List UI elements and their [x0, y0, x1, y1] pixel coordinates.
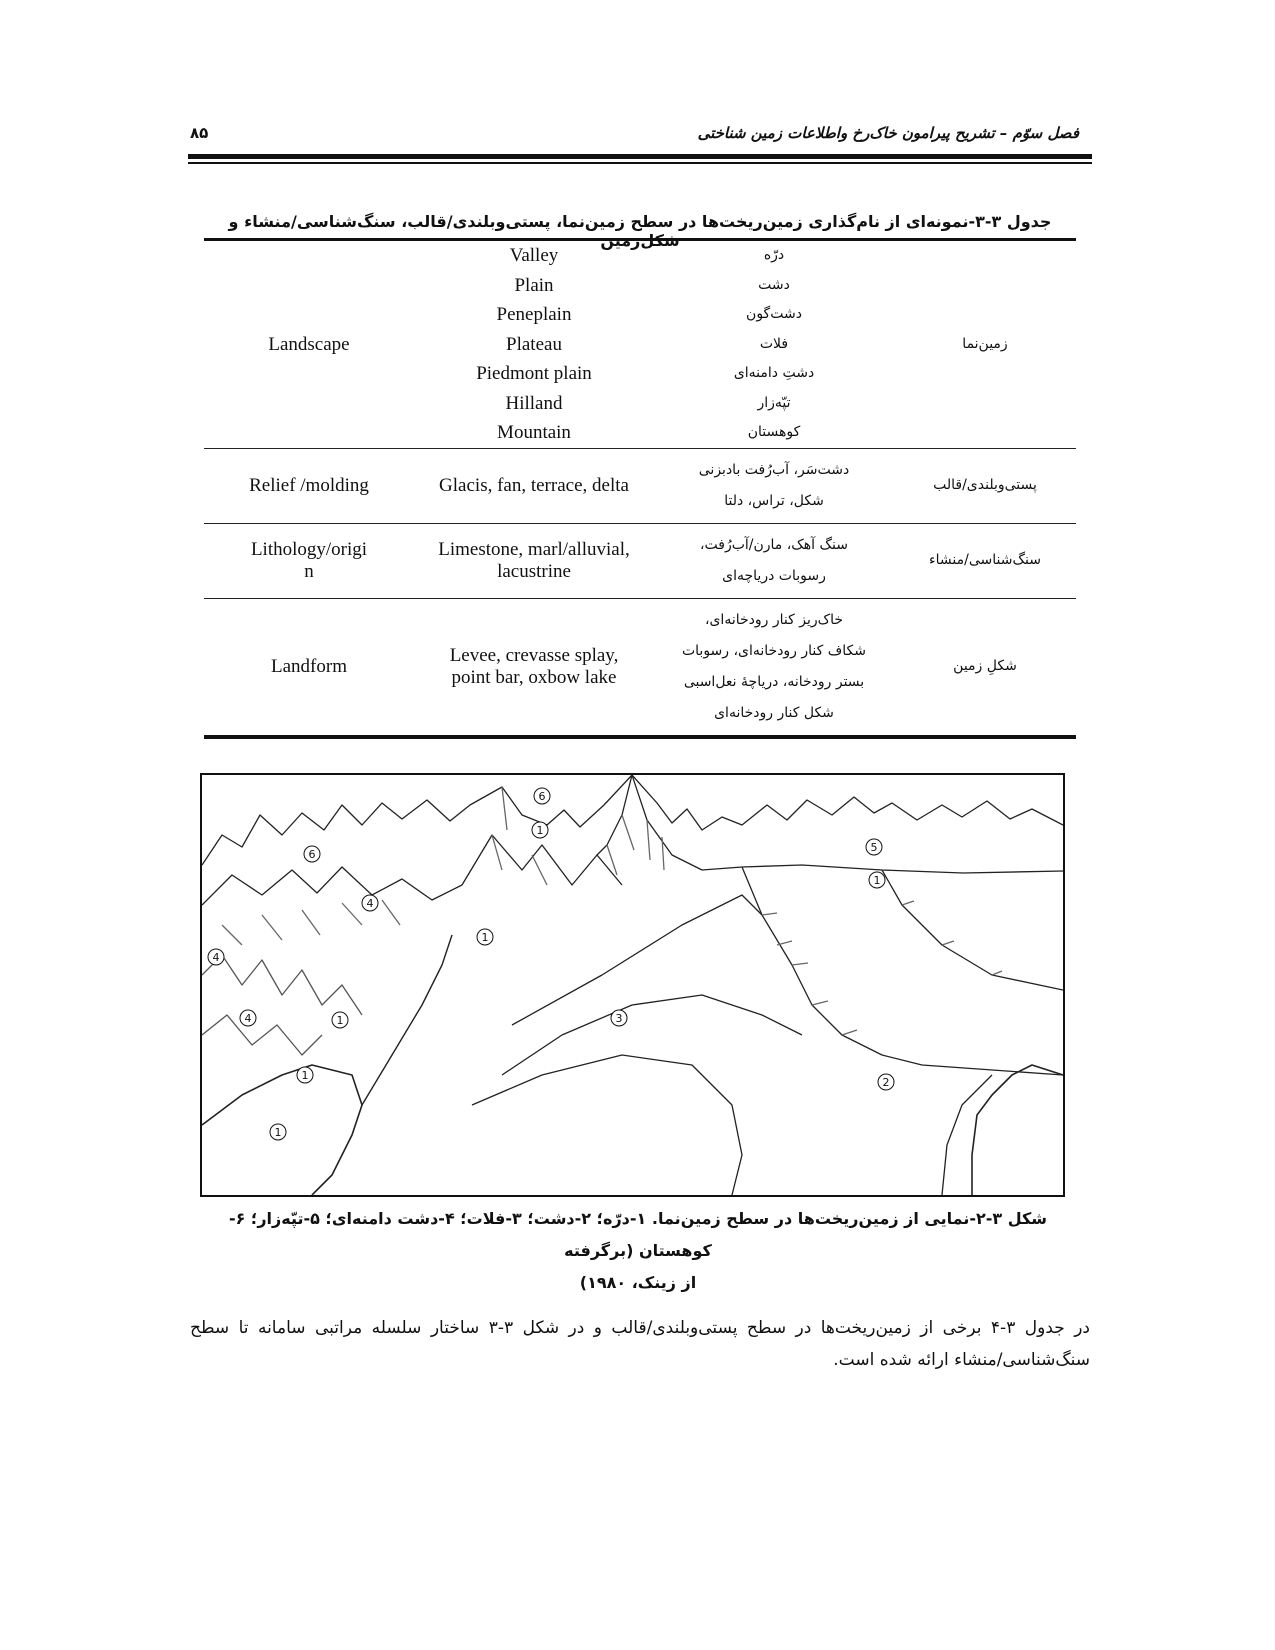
table-row	[204, 598, 1076, 737]
landscape-item-fa: درّه	[654, 240, 894, 271]
mountain-ridge	[462, 835, 622, 885]
lithology-examples-fa	[654, 523, 894, 598]
valley-river	[362, 935, 452, 1105]
lithology-examples-en	[414, 523, 654, 598]
marker-label: 1	[536, 824, 544, 837]
landscape-item-fa: دشتِ دامنه‌ای	[733, 365, 815, 381]
marker-plain	[878, 1074, 894, 1090]
body-paragraph: در جدول ۳-۴ برخی از زمین‌ریخت‌ها در سطح پستی‌وبلندی/قالب و در شکل ۳-۳ ساختار سلسله مراتبی سامانه تا سطح سنگ‌شناسی/منشاء ارائه شده است.	[190, 1318, 1090, 1370]
figure-caption	[198, 1203, 1078, 1299]
relief-examples-fa	[654, 448, 894, 523]
plateau-edge	[742, 865, 1063, 873]
marker-piedmont-plain	[362, 895, 378, 911]
figure-caption-line: از زینک، ۱۹۸۰)	[579, 1273, 697, 1292]
lithology-fa-line: سنگ آهک، مارن/آب‌رُفت،	[699, 536, 849, 553]
marker-mountain	[304, 846, 320, 862]
marker-valley	[869, 872, 885, 888]
landform-fa-line: شکاف کنار رودخانه‌ای، رسوبات	[681, 642, 867, 659]
marker-label: 6	[308, 848, 316, 861]
marker-label: 1	[873, 874, 881, 887]
marker-label: 4	[212, 951, 220, 964]
row-english-label: Landform	[204, 598, 414, 737]
landform-fa-line: بستر رودخانه، دریاچهٔ نعل‌اسبی	[683, 673, 865, 690]
landscape-item-en: Mountain	[497, 422, 571, 443]
mountain-ridge	[632, 775, 742, 870]
marker-label: 2	[882, 1076, 890, 1089]
marker-label: 4	[244, 1012, 252, 1025]
table-row	[204, 448, 1076, 523]
landscape-item-fa: کوهستان	[747, 424, 801, 440]
landscape-sketch	[202, 775, 1063, 1195]
relief-fa-line: دشت‌سَر، آب‌رُفت بادبزنی	[698, 461, 850, 478]
marker-valley	[270, 1124, 286, 1140]
mountain-skyline	[202, 775, 1063, 865]
marker-label: 1	[301, 1069, 309, 1082]
landscape-item-en: Valley	[414, 240, 654, 271]
marker-valley	[532, 822, 548, 838]
plateau-surface	[502, 995, 802, 1075]
marker-valley	[332, 1012, 348, 1028]
table-row	[204, 523, 1076, 598]
plain-river-bank	[942, 1075, 992, 1195]
relief-fa-line: شکل، تراس، دلتا	[724, 492, 824, 509]
landform-examples-en	[414, 598, 654, 737]
row-english-label	[204, 523, 414, 598]
foothill-hatching	[202, 1015, 322, 1055]
relief-examples-en: Glacis, fan, terrace, delta	[414, 448, 654, 523]
row-persian-label: شکلِ زمین	[894, 598, 1076, 737]
mountain-ridge	[597, 775, 632, 855]
marker-plateau	[611, 1010, 627, 1026]
lithology-en-line: Limestone, marl/alluvial,	[438, 538, 630, 560]
landscape-item-en: Peneplain	[496, 304, 572, 325]
landscape-illustration	[200, 773, 1065, 1197]
marker-label: 4	[366, 897, 374, 910]
plain-river	[972, 1065, 1063, 1195]
row-english-label: Landscape	[204, 240, 414, 449]
lithology-en-line: lacustrine	[497, 560, 571, 582]
landform-en-line: Levee, crevasse splay,	[449, 644, 619, 666]
escarpment-hatching	[762, 901, 1002, 1035]
landscape-item-en: Hilland	[505, 392, 563, 414]
marker-label: 1	[336, 1014, 344, 1027]
marker-label: 3	[615, 1012, 623, 1025]
row-persian-label: زمین‌نما	[894, 240, 1076, 449]
row-english-label: Relief /molding	[204, 448, 414, 523]
landscape-item-en: Plateau	[506, 333, 562, 355]
landscape-item-fa: دشت	[758, 276, 790, 293]
lithology-label-line: Lithology/origi	[250, 538, 368, 560]
escarpment-edge	[882, 870, 1063, 990]
mountain-ridge	[202, 867, 462, 905]
marker-valley	[297, 1067, 313, 1083]
landscape-item-fa: دشت‌گون	[746, 306, 802, 322]
table-row	[204, 240, 1076, 271]
landform-examples-fa	[654, 598, 894, 737]
marker-piedmont-plain	[240, 1010, 256, 1026]
table-caption: جدول ۳-۳-نمونه‌ای از نام‌گذاری زمین‌ریخت‌ها در سطح زمین‌نما، پستی‌وبلندی/قالب، سنگ‌شناسی/منشاء و شکل‌زمین	[228, 212, 1052, 250]
running-head: فصل سوّم – تشریح پیرامون خاک‌رخ واطلاعات زمین شناختی	[697, 124, 1079, 142]
landform-fa-line: شکل کنار رودخانه‌ای	[714, 704, 834, 721]
landscape-item-fa: فلات	[759, 335, 789, 352]
lithology-label-line: n	[304, 560, 314, 582]
landscape-item-en: Piedmont plain	[476, 363, 592, 384]
marker-label: 6	[538, 790, 546, 803]
row-persian-label: سنگ‌شناسی/منشاء	[894, 523, 1076, 598]
marker-valley	[477, 929, 493, 945]
marker-mountain	[534, 788, 550, 804]
plateau-surface	[512, 895, 762, 1025]
marker-label: 1	[274, 1126, 282, 1139]
page-number: ۸۵	[190, 124, 209, 142]
landscape-item-fa: تپّه‌زار	[757, 394, 791, 411]
plateau-edge	[742, 867, 1063, 1075]
geomorphology-table	[204, 238, 1076, 739]
marker-piedmont-plain	[208, 949, 224, 965]
row-persian-label: پستی‌وبلندی/قالب	[894, 448, 1076, 523]
plateau-surface	[472, 1055, 742, 1195]
landform-en-line: point bar, oxbow lake	[451, 666, 617, 688]
foothill-hatching	[202, 955, 362, 1015]
marker-label: 1	[481, 931, 489, 944]
mountain-hatching	[492, 787, 664, 885]
marker-label: 5	[870, 841, 878, 854]
marker-hilland	[866, 839, 882, 855]
landform-fa-line: خاک‌ریز کنار رودخانه‌ای،	[704, 611, 844, 628]
landscape-item-en: Plain	[514, 274, 554, 296]
figure-caption-line: شکل ۳-۲-نمایی از زمین‌ریخت‌ها در سطح زمین‌نما. ۱-درّه؛ ۲-دشت؛ ۳-فلات؛ ۴-دشت دامنه‌ای؛ ۵-تپّه‌زار؛ ۶-کوهستان (برگرفته	[228, 1209, 1048, 1260]
lithology-fa-line: رسوبات دریاچه‌ای	[722, 567, 826, 584]
header-rule-thin	[188, 162, 1092, 164]
header-rule-thick	[188, 154, 1092, 159]
